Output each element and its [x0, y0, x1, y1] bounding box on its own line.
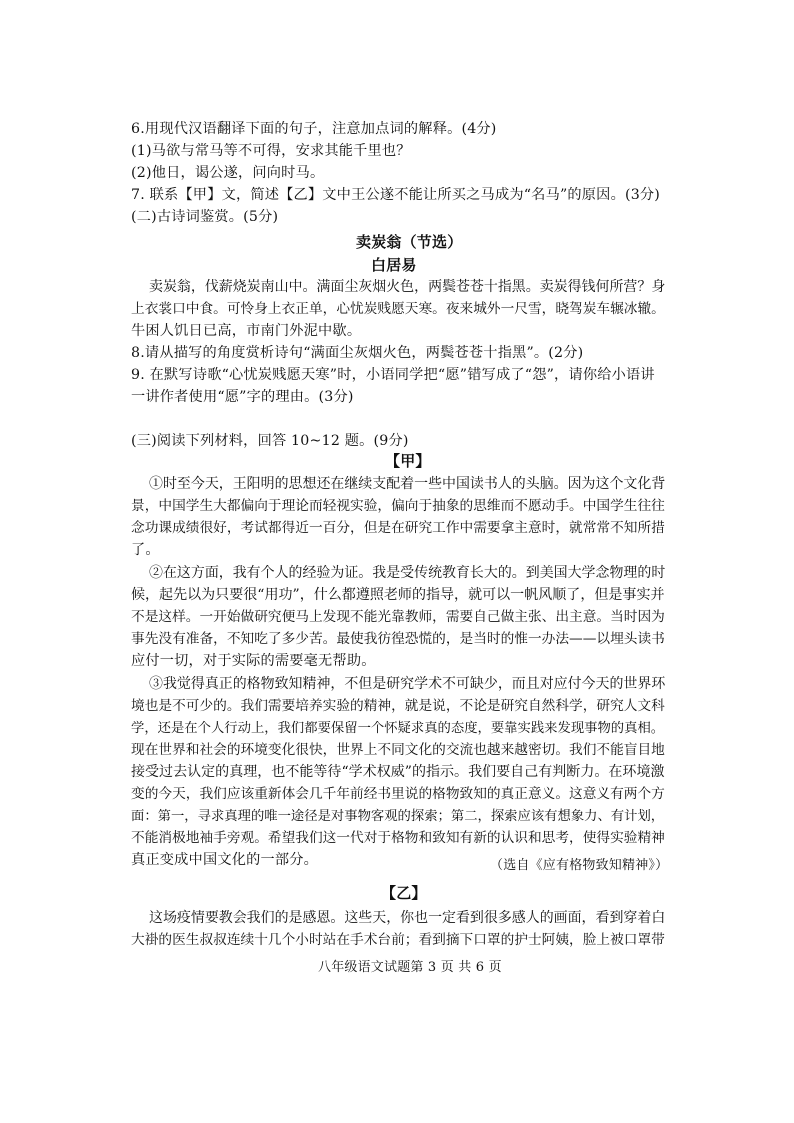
para-3-line-4: 现在世界和社会的环境变化很快，世界上不同文化的交流也越来越密切。我们不能盲目地: [131, 742, 665, 758]
para-1-line-4: 了。: [131, 542, 160, 558]
question-6-sentence-1: (1)马欲与常马等不可得，安求其能千里也？: [131, 143, 411, 159]
poem-title: 卖炭翁（节选）: [356, 233, 463, 251]
para-1-line-3: 念功课成绩很好，考试都得近一百分，但是在研究工作中需要拿主意时，就常常不知所措: [131, 520, 665, 536]
page-footer: 八年级语文试题第 3 页 共 6 页: [318, 960, 502, 975]
para-2-line-1: ②在这方面，我有个人的经验为证。我是受传统教育长大的。到美国大学念物理的时: [149, 565, 666, 581]
para-3-line-5: 接受过去认定的真理，也不能等待“学术权威”的指示。我们要自己有判断力。在环境激: [131, 764, 665, 780]
jia-label: 【甲】: [385, 452, 431, 470]
para-3-line-9: 真正变成中国文化的一部分。: [131, 852, 319, 868]
para-1-line-1: ①时至今天，王阳明的思想还在继续支配着一些中国读书人的头脑。因为这个文化背: [149, 476, 666, 492]
para-2-line-2: 候，起先以为只要很“用功”，什么都遵照老师的指导，就可以一帆风顺了，但是事实并: [131, 587, 665, 603]
para-2-line-3: 不是这样。一开始做研究便马上发现不能光靠教师，需要自己做主张、出主意。当时因为: [131, 609, 665, 625]
question-8: 8.请从描写的角度赏析诗句“满面尘灰烟火色，两鬓苍苍十指黑”。(2分): [131, 345, 584, 361]
source-citation: （选自《应有格物致知精神》）: [490, 858, 669, 873]
para-2-line-4: 事先没有准备，不知吃了多少苦。最使我彷徨恐慌的，是当时的惟一办法——以埋头读书: [131, 631, 665, 647]
poem-line-3: 牛困人饥日已高，市南门外泥中歇。: [131, 323, 362, 339]
poem-line-1: 卖炭翁，伐薪烧炭南山中。满面尘灰烟火色，两鬓苍苍十指黑。卖炭得钱何所营？身: [149, 279, 666, 295]
para-3-line-8: 不能消极地袖手旁观。希望我们这一代对于格物和致知有新的认识和思考，使得实验精神: [131, 830, 665, 846]
para-3-line-7: 面：第一，寻求真理的唯一途径是对事物客观的探索；第二，探索应该有想象力、有计划，: [131, 809, 665, 824]
question-9-line-1: 9. 在默写诗歌“心忧炭贱愿天寒”时，小语同学把“愿”错写成了“怨”，请你给小语讲: [131, 367, 655, 383]
para-3-line-2: 境也是不可少的。我们需要培养实验的精神，就是说，不论是研究自然科学，研究人文科: [131, 698, 665, 714]
yi-line-2: 大褂的医生叔叔连续十几个小时站在手术台前；看到摘下口罩的护士阿姨，脸上被口罩带: [131, 932, 665, 948]
para-3-line-3: 学，还是在个人行动上，我们都要保留一个怀疑求真的态度，要靠实践来发现事物的真相。: [131, 721, 665, 736]
section-2-heading: (二)古诗词鉴赏。(5分): [131, 209, 279, 225]
question-7: 7. 联系【甲】文，简述【乙】文中王公遂不能让所买之马成为“名马”的原因。(3分): [131, 187, 661, 203]
yi-line-1: 这场疫情要教会我们的是感恩。这些天，你也一定看到很多感人的画面，看到穿着白: [149, 910, 666, 926]
poem-author: 白居易: [371, 256, 417, 274]
poem-line-2: 上衣裳口中食。可怜身上衣正单，心忧炭贱愿天寒。夜来城外一尺雪，晓驾炭车辗冰辙。: [131, 301, 665, 317]
section-3-heading: (三)阅读下列材料，回答 10~12 题。(9分): [131, 433, 409, 449]
para-3-line-6: 变的今天，我们应该重新体会几千年前经书里说的格物致知的真正意义。这意义有两个方: [131, 786, 665, 802]
para-2-line-5: 应付一切，对于实际的需要毫无帮助。: [131, 653, 376, 669]
question-9-line-2: 一讲作者使用“愿”字的理由。(3分): [131, 389, 354, 405]
question-6: 6.用现代汉语翻译下面的句子，注意加点词的解释。(4分): [131, 121, 497, 137]
para-3-line-1: ③我觉得真正的格物致知精神，不但是研究学术不可缺少，而且对应付今天的世界环: [149, 676, 666, 692]
question-6-sentence-2: (2)他日，谒公遂，问向时马。: [131, 165, 325, 181]
para-1-line-2: 景，中国学生大都偏向于理论而轻视实验，偏向于抽象的思维而不愿动手。中国学生往往: [131, 498, 665, 514]
yi-label: 【乙】: [381, 884, 427, 902]
